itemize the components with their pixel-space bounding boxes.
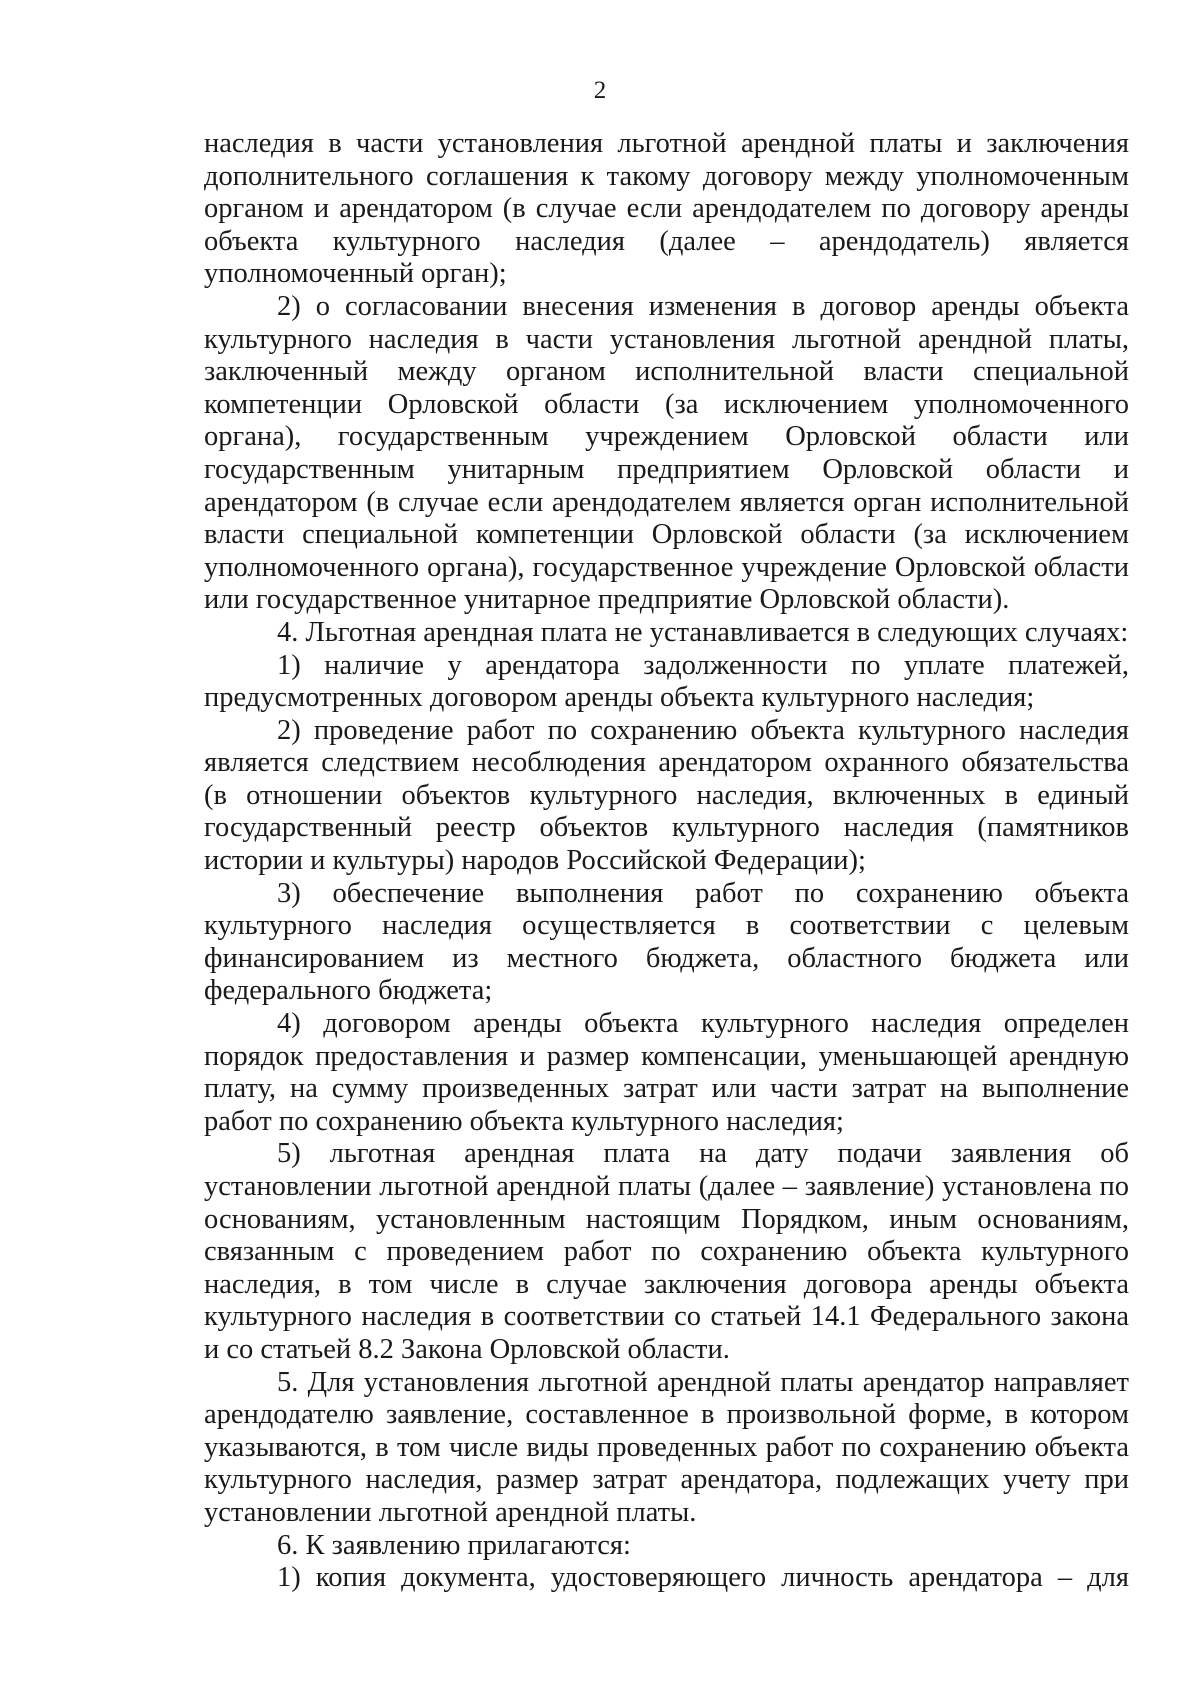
paragraph-continuation: наследия в части установления льготной арендной платы и заключения дополнительного соглашения к такому договору между уполномоченным органом и арендатором (в случае если арендодателем по договору аренды объекта культурного наследия (далее – арендодатель) является уполномоченный орган); [204, 128, 1129, 290]
paragraph-section-4-item-5: 5) льготная арендная плата на дату подачи заявления об установлении льготной арендной платы (далее – заявление) установлена по основаниям, установленным настоящим Порядком, иным основаниям, связанным с проведением работ по сохранению объекта культурного наследия, в том числе в случае заключения договора аренды объекта культурного наследия в соответствии со статьей 14.1 Федерального закона и со статьей 8.2 Закона Орловской области. [204, 1138, 1129, 1365]
paragraph-section-5: 5. Для установления льготной арендной платы арендатор направляет арендодателю заявление, составленное в произвольной форме, в котором указываются, в том числе виды проведенных работ по сохранению объекта культурного наследия, размер затрат арендатора, подлежащих учету при установлении льготной арендной платы. [204, 1366, 1129, 1528]
page-number: 2 [593, 77, 607, 104]
document-body [204, 128, 1129, 1595]
paragraph-item-2: 2) о согласовании внесения изменения в договор аренды объекта культурного наследия в части установления льготной арендной платы, заключенный между органом исполнительной власти специальной компетенции Орловской области (за исключением уполномоченного органа), государственным учреждением Орловской области или государственным унитарным предприятием Орловской области и арендатором (в случае если арендодателем является орган исполнительной власти специальной компетенции Орловской области (за исключением уполномоченного органа), государственное учреждение Орловской области или государственное унитарное предприятие Орловской области). [204, 290, 1129, 616]
paragraph-section-4-item-3: 3) обеспечение выполнения работ по сохранению объекта культурного наследия осуществляется в соответствии с целевым финансированием из местного бюджета, областного бюджета или федерального бюджета; [204, 877, 1129, 1007]
paragraph-section-4-item-4: 4) договором аренды объекта культурного наследия определен порядок предоставления и размер компенсации, уменьшающей арендную плату, на сумму произведенных затрат или части затрат на выполнение работ по сохранению объекта культурного наследия; [204, 1008, 1129, 1137]
paragraph-section-4-item-2: 2) проведение работ по сохранению объекта культурного наследия является следствием несоблюдения арендатором охранного обязательства (в отношении объектов культурного наследия, включенных в единый государственный реестр объектов культурного наследия (памятников истории и культуры) народов Российской Федерации); [204, 714, 1129, 877]
paragraph-section-6: 6. К заявлению прилагаются: [277, 1529, 631, 1561]
paragraph-section-4: 4. Льготная арендная плата не устанавливается в следующих случаях: [277, 616, 1129, 648]
paragraph-section-4-item-1: 1) наличие у арендатора задолженности по уплате платежей, предусмотренных договором аренды объекта культурного наследия; [204, 649, 1129, 714]
paragraph-section-6-item-1: 1) копия документа, удостоверяющего личность арендатора – для [277, 1562, 1129, 1594]
